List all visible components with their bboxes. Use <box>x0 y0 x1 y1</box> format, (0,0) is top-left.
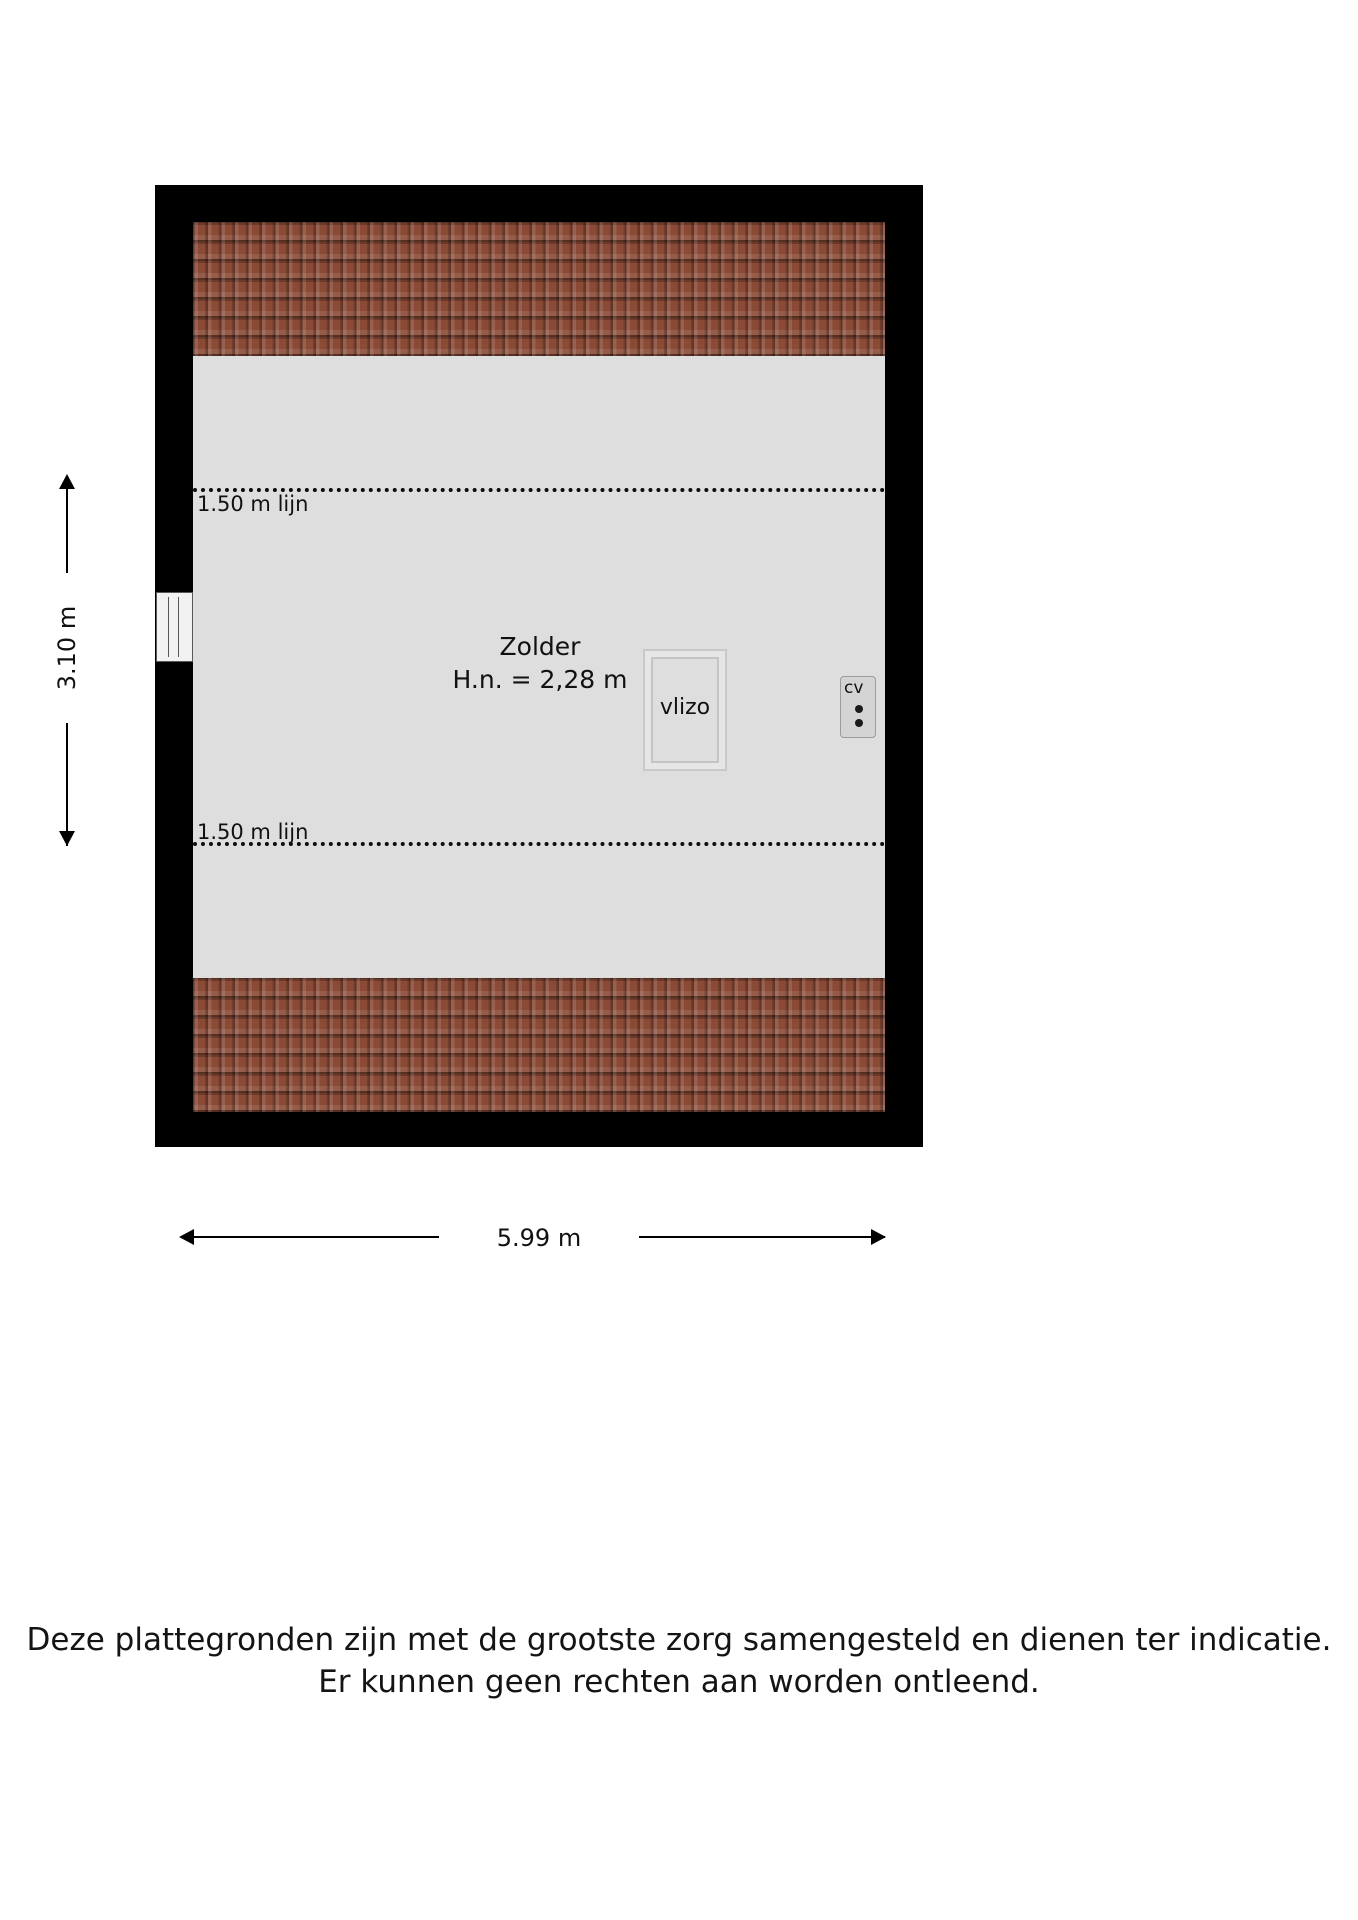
window-mullion <box>178 597 179 657</box>
cv-dot-icon <box>855 719 863 727</box>
vertical-dimension-arrow-bottom <box>59 831 75 846</box>
disclaimer-line-1: Deze plattegronden zijn met de grootste zorg samengesteld en dienen ter indicatie. <box>26 1622 1332 1658</box>
cv-dot-icon <box>855 705 863 713</box>
horizontal-dimension-label: 5.99 m <box>439 1222 639 1254</box>
roof-tiles-bottom <box>193 978 885 1112</box>
room-height-label: H.n. = 2,28 m <box>452 665 628 694</box>
vertical-dimension-label: 3.10 m <box>51 573 83 723</box>
roof-tiles-top <box>193 222 885 356</box>
horizontal-dimension-arrow-right <box>871 1229 886 1245</box>
cv-boiler <box>840 676 876 738</box>
disclaimer-text <box>0 1620 1358 1704</box>
vertical-dimension-arrow-top <box>59 474 75 489</box>
disclaimer-line-2: Er kunnen geen rechten aan worden ontleend. <box>318 1663 1040 1700</box>
height-line-upper-label: 1.50 m lijn <box>197 492 309 516</box>
room-name-label: Zolder <box>499 632 581 661</box>
cv-boiler-label: cv <box>844 678 864 698</box>
window-symbol <box>156 592 193 662</box>
horizontal-dimension-arrow-left <box>179 1229 194 1245</box>
height-line-lower-label: 1.50 m lijn <box>197 820 309 844</box>
window-mullion <box>168 597 169 657</box>
loft-hatch-label: vlizo <box>659 695 711 720</box>
loft-hatch <box>643 649 727 771</box>
